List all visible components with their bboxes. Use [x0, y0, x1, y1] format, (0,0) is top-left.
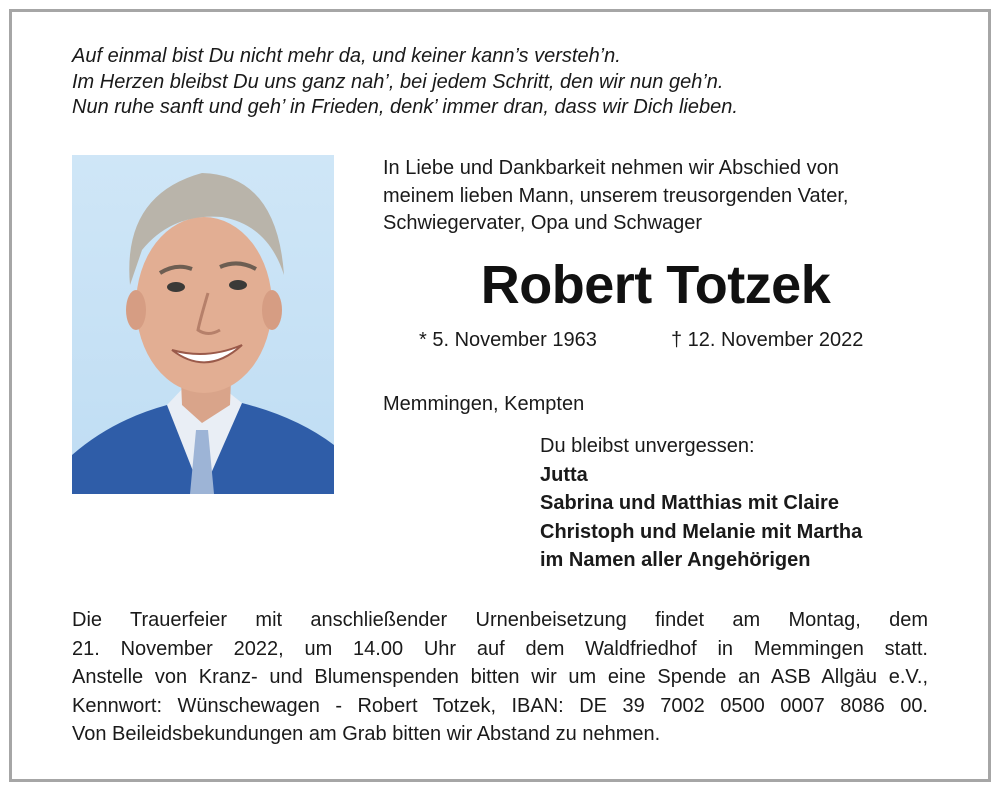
family-member: Jutta: [540, 463, 588, 486]
poem-line: Auf einmal bist Du nicht mehr da, und keiner kann’s versteh’n.: [72, 45, 621, 67]
family-member: Sabrina und Matthias mit Claire: [540, 492, 839, 514]
notice-line: 21. November 2022, um 14.00 Uhr auf dem Waldfriedhof in Memmingen statt.: [72, 637, 928, 660]
intro-line: meinem lieben Mann, unserem treusorgenden Vater,: [383, 184, 849, 207]
place: Memmingen, Kempten: [383, 393, 585, 415]
family-lead: Du bleibst unvergessen:: [540, 435, 755, 457]
poem: [72, 44, 932, 121]
family-signature: [540, 432, 940, 575]
intro-text: [383, 155, 943, 238]
funeral-notice: [72, 606, 928, 749]
death-date: † 12. November 2022: [671, 329, 864, 351]
notice-line: Kennwort: Wünschewagen - Robert Totzek, IBAN: DE 39 7002 0500 0007 8086 00.: [72, 694, 928, 717]
family-member: im Namen aller Angehörigen: [540, 549, 811, 571]
notice-line: Anstelle von Kranz- und Blumenspenden bitten wir um eine Spende an ASB Allgäu e.V.,: [72, 666, 928, 688]
notice-line: Die Trauerfeier mit anschließender Urnenbeisetzung findet am Montag, dem: [72, 609, 928, 631]
portrait-photo: [72, 155, 334, 494]
poem-line: Nun ruhe sanft und geh’ in Frieden, denk’ immer dran, dass wir Dich lieben.: [72, 96, 738, 118]
intro-line: In Liebe und Dankbarkeit nehmen wir Abschied von: [383, 157, 839, 179]
poem-line: Im Herzen bleibst Du uns ganz nah’, bei jedem Schritt, den wir nun geh’n.: [72, 70, 724, 93]
birth-date: * 5. November 1963: [419, 329, 597, 351]
portrait-illustration: [72, 155, 334, 494]
family-member: Christoph und Melanie mit Martha: [540, 520, 863, 543]
deceased-name: Robert Totzek: [480, 255, 831, 315]
intro-line: Schwiegervater, Opa und Schwager: [383, 212, 703, 234]
notice-line: Von Beileidsbekundungen am Grab bitten wir Abstand zu nehmen.: [72, 723, 661, 745]
